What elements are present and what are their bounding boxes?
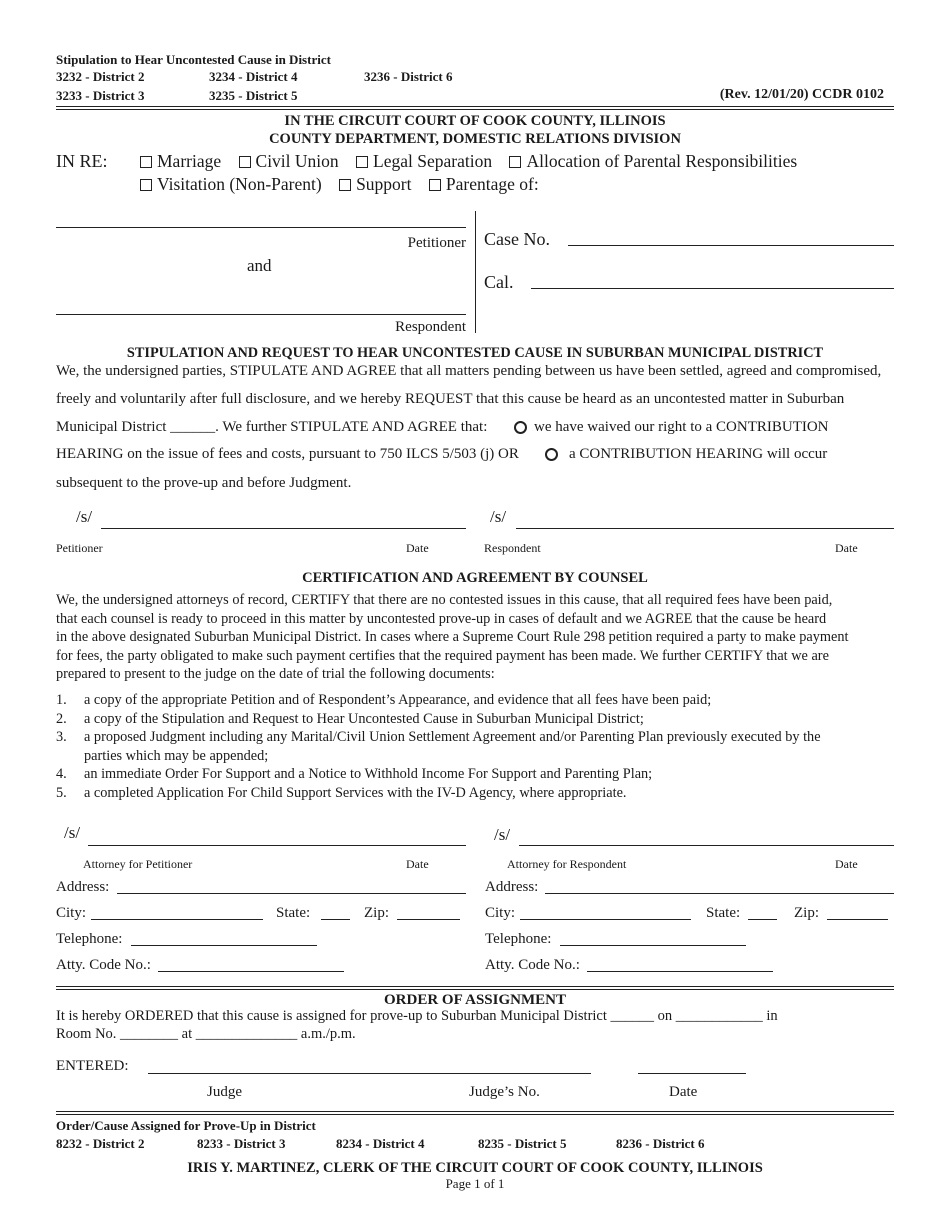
- stipulation-text: We, the undersigned parties, STIPULATE AND AGREE that all matters pending between us have been settled, agreed and compromised,: [56, 363, 882, 379]
- cal-label: Cal.: [484, 272, 514, 292]
- certification-title: CERTIFICATION AND AGREEMENT BY COUNSEL: [302, 570, 648, 586]
- checkbox[interactable]: [239, 156, 251, 168]
- list-item: 3. a proposed Judgment including any Marital/Civil Union Settlement Agreement and/or Parenting Plan previously executed by the parties which may be appended;: [56, 729, 821, 764]
- telephone-label: Telephone:: [485, 931, 552, 947]
- header-divider: [56, 106, 894, 110]
- district-code: 3236 - District 6: [364, 69, 453, 84]
- respondent-name-line[interactable]: [56, 314, 466, 315]
- district-code: 3232 - District 2: [56, 69, 145, 84]
- footer-district: 8234 - District 4: [336, 1136, 425, 1151]
- stipulation-title: STIPULATION AND REQUEST TO HEAR UNCONTESTED CAUSE IN SUBURBAN MUNICIPAL DISTRICT: [126, 345, 824, 361]
- petitioner-sig-label: Petitioner: [56, 541, 103, 555]
- petitioner-address-field[interactable]: [117, 893, 466, 894]
- case-no-label: Case No.: [484, 229, 550, 249]
- form-title: Stipulation to Hear Uncontested Cause in District: [56, 52, 331, 67]
- option-civil-union[interactable]: Civil Union: [239, 151, 339, 172]
- footer-title: Order/Cause Assigned for Prove-Up in District: [56, 1118, 316, 1133]
- order-date-label: Date: [669, 1084, 698, 1100]
- entered-label: ENTERED:: [56, 1058, 129, 1074]
- stipulation-text: subsequent to the prove-up and before Judgment.: [56, 475, 352, 491]
- option-support[interactable]: Support: [339, 174, 411, 195]
- list-item: 1. a copy of the appropriate Petition and of Respondent’s Appearance, and evidence that all fees have been paid;: [56, 692, 712, 708]
- list-item: 2. a copy of the Stipulation and Request to Hear Uncontested Cause in Suburban Municipal District;: [56, 710, 644, 727]
- respondent-zip-field[interactable]: [827, 919, 888, 920]
- in-re-options-row2: [140, 174, 552, 195]
- cal-field[interactable]: [531, 288, 894, 289]
- sig-mark: /s/: [76, 507, 93, 526]
- option-visitation[interactable]: Visitation (Non-Parent): [140, 174, 322, 195]
- in-re-label: IN RE:: [56, 151, 108, 171]
- option-parentage[interactable]: Parentage of:: [429, 174, 539, 195]
- district-code: 3234 - District 4: [209, 69, 298, 84]
- judge-no-label: Judge’s No.: [469, 1084, 540, 1100]
- judge-signature-line[interactable]: [148, 1073, 591, 1074]
- checkbox[interactable]: [140, 179, 152, 191]
- option-legal-separation[interactable]: Legal Separation: [356, 151, 492, 172]
- checkbox[interactable]: [509, 156, 521, 168]
- address-label: Address:: [56, 879, 110, 895]
- respondent-label: Respondent: [395, 319, 466, 335]
- attorney-petitioner-label: Attorney for Petitioner: [83, 857, 193, 871]
- order-text: It is hereby ORDERED that this cause is assigned for prove-up to Suburban Municipal District ______ on ____________ in: [56, 1008, 778, 1024]
- stipulation-text: a CONTRIBUTION HEARING will occur: [569, 446, 828, 462]
- district-code: 3235 - District 5: [209, 88, 298, 103]
- page-number: Page 1 of 1: [445, 1176, 505, 1191]
- petitioner-name-line[interactable]: [56, 227, 466, 228]
- and-label: and: [247, 256, 272, 275]
- petitioner-zip-field[interactable]: [397, 919, 460, 920]
- footer-divider: [56, 1111, 894, 1115]
- attorney-respondent-label: Attorney for Respondent: [507, 857, 627, 871]
- footer-district: 8232 - District 2: [56, 1136, 145, 1151]
- respondent-telephone-field[interactable]: [560, 945, 746, 946]
- in-re-options-row1: [140, 151, 810, 172]
- order-divider: [56, 986, 894, 990]
- stipulation-text: HEARING on the issue of fees and costs, pursuant to 750 ILCS 5/503 (j) OR: [56, 446, 519, 462]
- case-no-field[interactable]: [568, 245, 894, 246]
- respondent-address-field[interactable]: [545, 893, 894, 894]
- respondent-state-field[interactable]: [748, 919, 777, 920]
- sig-mark: /s/: [494, 825, 511, 844]
- petitioner-attorney-signature-line[interactable]: [88, 845, 466, 846]
- petitioner-state-field[interactable]: [321, 919, 350, 920]
- checkbox[interactable]: [356, 156, 368, 168]
- order-text: Room No. ________ at ______________ a.m./p.m.: [56, 1026, 356, 1042]
- order-date-line[interactable]: [638, 1073, 746, 1074]
- caption-divider: [475, 211, 476, 333]
- revision-code: (Rev. 12/01/20) CCDR 0102: [719, 87, 884, 102]
- atty-code-label: Atty. Code No.:: [485, 957, 580, 973]
- footer-district: 8235 - District 5: [478, 1136, 567, 1151]
- zip-label: Zip:: [794, 905, 819, 921]
- option-allocation[interactable]: Allocation of Parental Responsibilities: [509, 151, 797, 172]
- zip-label: Zip:: [364, 905, 389, 921]
- order-title: ORDER OF ASSIGNMENT: [384, 992, 566, 1008]
- footer-district: 8233 - District 3: [197, 1136, 286, 1151]
- district-code: 3233 - District 3: [56, 88, 145, 103]
- atty-code-label: Atty. Code No.:: [56, 957, 151, 973]
- clerk-name: IRIS Y. MARTINEZ, CLERK OF THE CIRCUIT COURT OF COOK COUNTY, ILLINOIS: [187, 1160, 763, 1176]
- respondent-city-field[interactable]: [520, 919, 691, 920]
- petitioner-signature-line[interactable]: [101, 528, 466, 529]
- respondent-attorney-signature-line[interactable]: [519, 845, 894, 846]
- petitioner-label: Petitioner: [407, 235, 466, 251]
- date-label: Date: [406, 857, 429, 871]
- city-label: City:: [485, 905, 516, 921]
- waived-hearing-radio[interactable]: [514, 421, 527, 434]
- document-list: [56, 691, 906, 803]
- court-division: COUNTY DEPARTMENT, DOMESTIC RELATIONS DIVISION: [269, 131, 681, 147]
- option-marriage[interactable]: Marriage: [140, 151, 221, 172]
- footer-district: 8236 - District 6: [616, 1136, 705, 1151]
- checkbox[interactable]: [339, 179, 351, 191]
- judge-label: Judge: [207, 1084, 242, 1100]
- telephone-label: Telephone:: [56, 931, 123, 947]
- list-item: 5. a completed Application For Child Support Services with the IV-D Agency, where appropriate.: [56, 784, 627, 801]
- contribution-hearing-radio[interactable]: [545, 448, 558, 461]
- respondent-signature-line[interactable]: [516, 528, 894, 529]
- checkbox[interactable]: [140, 156, 152, 168]
- stipulation-text: Municipal District ______. We further STIPULATE AND AGREE that:: [56, 419, 488, 435]
- respondent-atty-code-field[interactable]: [587, 971, 773, 972]
- date-label: Date: [835, 541, 858, 555]
- sig-mark: /s/: [64, 823, 81, 842]
- date-label: Date: [406, 541, 429, 555]
- state-label: State:: [276, 905, 311, 921]
- respondent-sig-label: Respondent: [484, 541, 541, 555]
- petitioner-city-field[interactable]: [91, 919, 263, 920]
- date-label: Date: [835, 857, 858, 871]
- stipulation-text: we have waived our right to a CONTRIBUTION: [534, 419, 829, 435]
- checkbox[interactable]: [429, 179, 441, 191]
- petitioner-atty-code-field[interactable]: [158, 971, 344, 972]
- list-item: 4. an immediate Order For Support and a Notice to Withhold Income For Support and Parenting Plan;: [56, 766, 653, 783]
- state-label: State:: [706, 905, 741, 921]
- stipulation-text: freely and voluntarily after full disclosure, and we hereby REQUEST that this cause be heard as an uncontested matter in Suburban: [56, 391, 845, 407]
- sig-mark: /s/: [490, 507, 507, 526]
- certification-paragraph: We, the undersigned attorneys of record, CERTIFY that there are no contested issues in this cause, that all required fees have been paid, that each counsel is ready to proceed in this matter by uncontested prove-up in cases of default and we AGREE that the cause be heard in the above designated Suburban Municipal District. In cases where a Supreme Court Rule 298 petition required a party to make payment for fees, the party obligated to make such payment certifies that the required payment has been made. We further CERTIFY that we are prepared to present to the judge on the date of trial the following documents:: [56, 592, 849, 683]
- court-name: IN THE CIRCUIT COURT OF COOK COUNTY, ILLINOIS: [284, 113, 666, 129]
- address-label: Address:: [485, 879, 539, 895]
- petitioner-telephone-field[interactable]: [131, 945, 317, 946]
- city-label: City:: [56, 905, 87, 921]
